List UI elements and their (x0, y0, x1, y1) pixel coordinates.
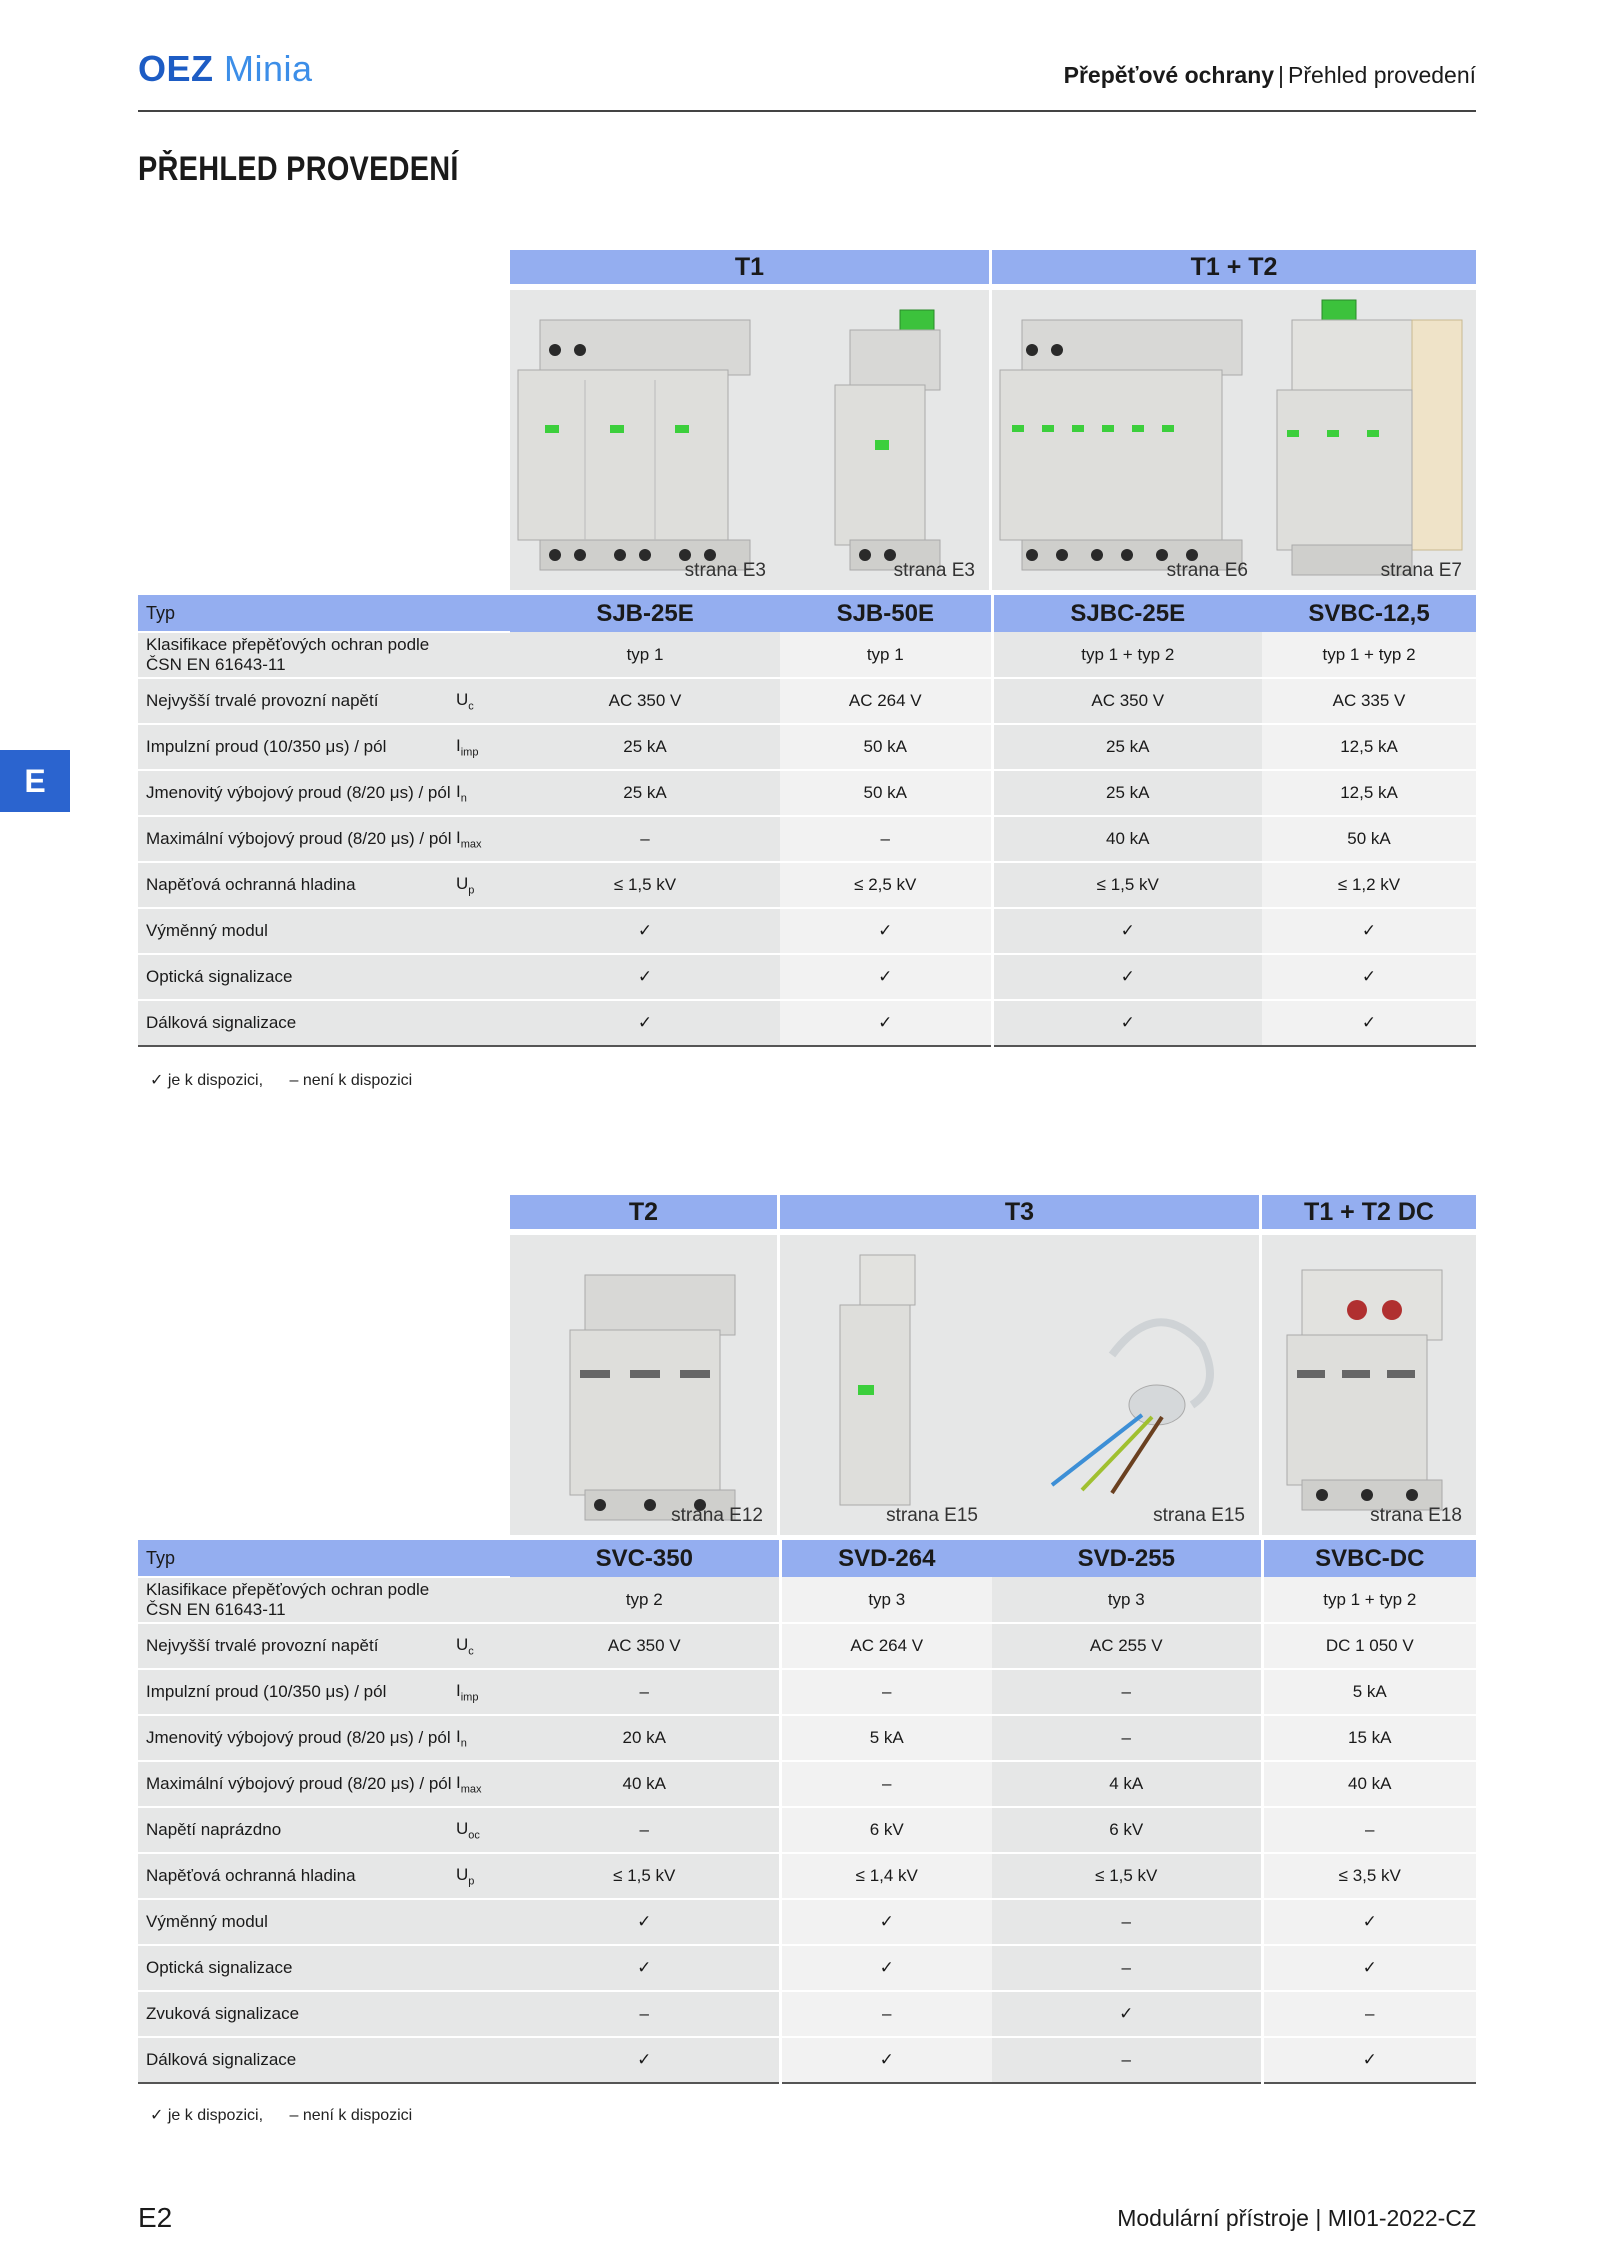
product-image-svd-255 (992, 1235, 1262, 1535)
table-row (138, 862, 1476, 908)
breadcrumb-subsection: Přehled provedení (1288, 62, 1476, 88)
parameter-value: 50 kA (1262, 816, 1476, 862)
product-image-svd-264 (780, 1235, 992, 1535)
parameter-symbol (456, 1853, 510, 1899)
publication-info: Modulární přístroje | MI01-2022-CZ (1117, 2205, 1476, 2231)
page-reference[interactable]: strana E18 (1370, 1505, 1462, 1526)
parameter-symbol (456, 770, 510, 816)
page-reference[interactable]: strana E6 (1166, 560, 1248, 581)
type-row (138, 595, 1476, 632)
group-header: T2 (510, 1195, 780, 1232)
surge-protector-image (510, 1235, 780, 1535)
parameter-value: 20 kA (510, 1715, 780, 1761)
parameter-symbol (456, 1761, 510, 1807)
parameter-label: Maximální výbojový proud (8/20 μs) / pól (138, 1761, 456, 1807)
parameter-label: Výměnný modul (138, 908, 456, 954)
model-name[interactable]: SVBC-DC (1262, 1540, 1476, 1577)
parameters-table-2 (138, 1540, 1476, 2084)
parameter-value: ✓ (780, 1945, 992, 1991)
parameter-value: 40 kA (992, 816, 1262, 862)
parameter-value: typ 1 + typ 2 (992, 632, 1262, 678)
parameter-label: Napěťová ochranná hladina (138, 862, 456, 908)
parameter-value: – (780, 1991, 992, 2037)
parameter-value: AC 255 V (992, 1623, 1262, 1669)
table-row (138, 724, 1476, 770)
group-header: T1 (510, 250, 992, 287)
parameter-value: – (780, 816, 992, 862)
symbol-subscript: p (468, 884, 475, 897)
parameter-symbol (456, 1715, 510, 1761)
parameter-label: Optická signalizace (138, 954, 456, 1000)
parameter-value: 25 kA (992, 770, 1262, 816)
parameter-symbol (456, 862, 510, 908)
symbol-letter: I (456, 1772, 461, 1792)
dash-icon: – (289, 2107, 299, 2124)
parameter-label: Klasifikace přepěťových ochran podle ČSN EN 61643-11 (138, 632, 456, 678)
parameter-value: ✓ (510, 1000, 780, 1046)
page-number: E2 (138, 2202, 173, 2233)
breadcrumb-section: Přepěťové ochrany (1063, 62, 1275, 88)
parameter-value: 12,5 kA (1262, 770, 1476, 816)
surge-protector-image (992, 290, 1262, 590)
symbol-subscript: p (468, 1875, 475, 1888)
parameter-symbol (456, 724, 510, 770)
parameter-label: Impulzní proud (10/350 μs) / pól (138, 724, 456, 770)
product-images-row (510, 1235, 1476, 1535)
parameter-value: ≤ 1,5 kV (992, 1853, 1262, 1899)
parameter-value: ✓ (510, 1899, 780, 1945)
dash-icon: – (289, 1072, 299, 1089)
surge-protector-image (1262, 290, 1476, 590)
parameter-value: – (992, 1669, 1262, 1715)
parameter-value: ✓ (992, 1000, 1262, 1046)
parameter-label: Optická signalizace (138, 1945, 456, 1991)
parameter-value: 25 kA (510, 770, 780, 816)
parameter-value: ✓ (780, 908, 992, 954)
logo-sub: Minia (224, 48, 313, 89)
parameter-value: 25 kA (992, 724, 1262, 770)
page-reference[interactable]: strana E7 (1380, 560, 1462, 581)
legend (150, 1070, 412, 1090)
parameter-value: 25 kA (510, 724, 780, 770)
parameter-value: AC 350 V (510, 678, 780, 724)
table-row (138, 770, 1476, 816)
table-row (138, 1577, 1476, 1623)
table-row (138, 816, 1476, 862)
parameter-label: Zvuková signalizace (138, 1991, 456, 2037)
symbol-subscript: c (468, 1645, 474, 1658)
table-row (138, 1715, 1476, 1761)
symbol-subscript: n (460, 1737, 467, 1750)
parameter-value: ✓ (1262, 1000, 1476, 1046)
table-row (138, 632, 1476, 678)
symbol-subscript: imp (460, 1691, 479, 1704)
parameter-symbol (456, 1807, 510, 1853)
parameter-symbol (456, 1577, 510, 1623)
parameter-value: AC 350 V (992, 678, 1262, 724)
parameter-value: ✓ (992, 954, 1262, 1000)
product-image-sjb-50e (780, 290, 992, 590)
parameter-value: ≤ 1,2 kV (1262, 862, 1476, 908)
parameter-value: ≤ 1,5 kV (510, 1853, 780, 1899)
parameter-value: typ 1 (780, 632, 992, 678)
parameter-value: ✓ (992, 1991, 1262, 2037)
symbol-subscript: n (460, 792, 467, 805)
parameter-value: ≤ 1,5 kV (992, 862, 1262, 908)
page-header (138, 48, 1476, 112)
product-image-sjb-25e (510, 290, 780, 590)
table-row (138, 954, 1476, 1000)
parameter-label: Klasifikace přepěťových ochran podle ČSN EN 61643-11 (138, 1577, 456, 1623)
parameter-value: typ 1 + typ 2 (1262, 632, 1476, 678)
parameter-symbol (456, 908, 510, 954)
parameter-value: typ 3 (992, 1577, 1262, 1623)
symbol-subscript: max (460, 1783, 482, 1796)
page-reference[interactable]: strana E15 (1153, 1505, 1245, 1526)
parameter-symbol (456, 1899, 510, 1945)
table-row (138, 1899, 1476, 1945)
parameter-value: ✓ (780, 1000, 992, 1046)
parameter-value: – (992, 1899, 1262, 1945)
model-name[interactable]: SJB-50E (780, 595, 992, 632)
parameter-symbol (456, 1669, 510, 1715)
parameter-value: 6 kV (992, 1807, 1262, 1853)
parameter-value: 50 kA (780, 770, 992, 816)
parameter-value: ≤ 1,4 kV (780, 1853, 992, 1899)
surge-protector-image (780, 1235, 992, 1535)
parameter-value: – (780, 1761, 992, 1807)
legend-unavailable: není k dispozici (302, 1072, 413, 1089)
table-row (138, 678, 1476, 724)
parameter-value: ✓ (1262, 954, 1476, 1000)
parameter-symbol (456, 1991, 510, 2037)
symbol-letter: U (456, 1634, 469, 1654)
surge-protector-image (510, 290, 780, 590)
parameter-value: 50 kA (780, 724, 992, 770)
table-row (138, 1000, 1476, 1046)
page-reference[interactable]: strana E12 (671, 1505, 763, 1526)
parameter-label: Dálková signalizace (138, 2037, 456, 2083)
legend-unavailable: není k dispozici (302, 2107, 413, 2124)
group-header: T3 (780, 1195, 1262, 1232)
surge-protector-image (992, 1235, 1262, 1535)
parameter-label: Jmenovitý výbojový proud (8/20 μs) / pól (138, 770, 456, 816)
check-icon: ✓ (150, 2107, 164, 2124)
type-label: Typ (138, 1540, 510, 1577)
parameter-value: 4 kA (992, 1761, 1262, 1807)
table-row (138, 1945, 1476, 1991)
symbol-subscript: max (460, 838, 482, 851)
parameter-value: DC 1 050 V (1262, 1623, 1476, 1669)
logo-main: OEZ (138, 48, 214, 89)
parameter-symbol (456, 1623, 510, 1669)
parameter-label: Impulzní proud (10/350 μs) / pól (138, 1669, 456, 1715)
group-header-row (510, 1195, 1476, 1235)
parameter-value: – (510, 1669, 780, 1715)
parameter-value: ✓ (510, 2037, 780, 2083)
table-row (138, 1807, 1476, 1853)
parameter-value: AC 350 V (510, 1623, 780, 1669)
table-row (138, 908, 1476, 954)
symbol-letter: U (456, 1818, 469, 1838)
parameter-symbol (456, 1000, 510, 1046)
parameter-label: Napětí naprázdno (138, 1807, 456, 1853)
parameter-label: Maximální výbojový proud (8/20 μs) / pól (138, 816, 456, 862)
legend (150, 2105, 412, 2125)
parameter-value: 15 kA (1262, 1715, 1476, 1761)
page-reference[interactable]: strana E3 (684, 560, 766, 581)
parameter-value: ✓ (1262, 2037, 1476, 2083)
parameter-value: ✓ (510, 1945, 780, 1991)
model-name[interactable]: SJBC-25E (992, 595, 1262, 632)
parameter-symbol (456, 1945, 510, 1991)
parameter-value: ≤ 3,5 kV (1262, 1853, 1476, 1899)
parameter-value: typ 2 (510, 1577, 780, 1623)
symbol-subscript: oc (468, 1829, 480, 1842)
parameter-symbol (456, 954, 510, 1000)
parameter-value: ✓ (1262, 908, 1476, 954)
parameter-value: AC 264 V (780, 1623, 992, 1669)
parameter-value: – (510, 816, 780, 862)
symbol-letter: I (456, 1726, 461, 1746)
parameter-value: 12,5 kA (1262, 724, 1476, 770)
parameter-value: – (992, 2037, 1262, 2083)
parameter-label: Napěťová ochranná hladina (138, 1853, 456, 1899)
table-row (138, 2037, 1476, 2083)
parameter-value: ✓ (992, 908, 1262, 954)
parameter-value: 6 kV (780, 1807, 992, 1853)
table-row (138, 1853, 1476, 1899)
parameter-value: – (510, 1807, 780, 1853)
parameter-value: ≤ 1,5 kV (510, 862, 780, 908)
parameter-value: typ 3 (780, 1577, 992, 1623)
surge-protector-image (1262, 1235, 1476, 1535)
symbol-subscript: imp (460, 746, 479, 759)
model-name[interactable]: SVD-264 (780, 1540, 992, 1577)
parameter-value: – (1262, 1807, 1476, 1853)
symbol-letter: U (456, 689, 469, 709)
parameter-value: – (1262, 1991, 1476, 2037)
parameter-label: Nejvyšší trvalé provozní napětí (138, 1623, 456, 1669)
parameter-value: – (780, 1669, 992, 1715)
table-row (138, 1669, 1476, 1715)
legend-available: je k dispozici, (167, 1072, 264, 1089)
model-name[interactable]: SJB-25E (510, 595, 780, 632)
parameter-value: AC 335 V (1262, 678, 1476, 724)
symbol-subscript: c (468, 700, 474, 713)
parameter-symbol (456, 2037, 510, 2083)
parameter-value: 5 kA (1262, 1669, 1476, 1715)
page-title: PŘEHLED PROVEDENÍ (138, 150, 459, 188)
chapter-tab[interactable]: E (0, 750, 70, 812)
parameter-value: ✓ (510, 908, 780, 954)
parameter-value: – (992, 1715, 1262, 1761)
product-image-svbc-12-5 (1262, 290, 1476, 590)
table-row (138, 1991, 1476, 2037)
parameter-label: Dálková signalizace (138, 1000, 456, 1046)
page-reference[interactable]: strana E3 (893, 560, 975, 581)
parameter-value: ≤ 2,5 kV (780, 862, 992, 908)
parameter-value: 40 kA (510, 1761, 780, 1807)
table-row (138, 1623, 1476, 1669)
type-row (138, 1540, 1476, 1577)
parameter-value: ✓ (780, 954, 992, 1000)
check-icon: ✓ (150, 1072, 164, 1089)
parameter-symbol (456, 816, 510, 862)
product-image-sjbc-25e (992, 290, 1262, 590)
symbol-letter: I (456, 781, 461, 801)
symbol-letter: U (456, 1864, 469, 1884)
type-label: Typ (138, 595, 510, 632)
parameter-value: 40 kA (1262, 1761, 1476, 1807)
parameter-value: – (992, 1945, 1262, 1991)
parameter-value: ✓ (1262, 1899, 1476, 1945)
symbol-letter: U (456, 873, 469, 893)
parameter-label: Nejvyšší trvalé provozní napětí (138, 678, 456, 724)
parameter-value: ✓ (780, 2037, 992, 2083)
breadcrumb: Přepěťové ochrany | Přehled provedení (1063, 62, 1476, 88)
brand-logo (138, 48, 313, 90)
symbol-letter: I (456, 827, 461, 847)
table-row (138, 1761, 1476, 1807)
parameter-value: ✓ (780, 1899, 992, 1945)
group-header: T1 + T2 (992, 250, 1476, 287)
parameter-value: – (510, 1991, 780, 2037)
product-image-svbc-dc (1262, 1235, 1476, 1535)
parameter-value: typ 1 + typ 2 (1262, 1577, 1476, 1623)
symbol-letter: I (456, 735, 461, 755)
parameter-value: ✓ (1262, 1945, 1476, 1991)
parameter-label: Jmenovitý výbojový proud (8/20 μs) / pól (138, 1715, 456, 1761)
parameter-value: AC 264 V (780, 678, 992, 724)
surge-protector-image (780, 290, 992, 590)
group-header-row (510, 250, 1476, 290)
symbol-letter: I (456, 1680, 461, 1700)
parameter-value: ✓ (510, 954, 780, 1000)
group-header: T1 + T2 DC (1262, 1195, 1476, 1232)
product-image-svc-350 (510, 1235, 780, 1535)
parameter-label: Výměnný modul (138, 1899, 456, 1945)
parameters-table-1 (138, 595, 1476, 1047)
page-reference[interactable]: strana E15 (886, 1505, 978, 1526)
legend-available: je k dispozici, (167, 2107, 264, 2124)
product-images-row (510, 290, 1476, 590)
model-name[interactable]: SVC-350 (510, 1540, 780, 1577)
model-name[interactable]: SVD-255 (992, 1540, 1262, 1577)
parameter-symbol (456, 632, 510, 678)
parameter-symbol (456, 678, 510, 724)
model-name[interactable]: SVBC-12,5 (1262, 595, 1476, 632)
parameter-value: 5 kA (780, 1715, 992, 1761)
parameter-value: typ 1 (510, 632, 780, 678)
